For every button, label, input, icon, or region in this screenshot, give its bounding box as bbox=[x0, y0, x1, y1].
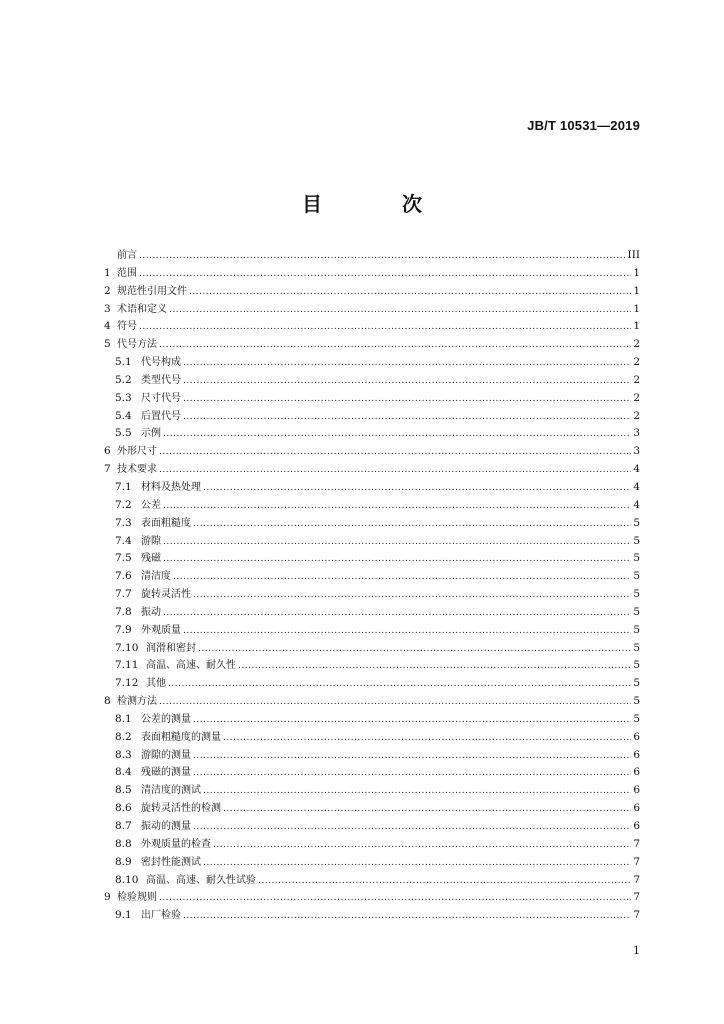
toc-entry-label: 振动的测量 bbox=[141, 821, 191, 832]
toc-entry-number: 5.3 bbox=[115, 391, 132, 404]
toc-dot-leader bbox=[258, 873, 631, 891]
toc-dot-leader bbox=[159, 444, 631, 462]
toc-dot-leader bbox=[189, 284, 631, 302]
toc-entry-page: 2 bbox=[633, 373, 640, 386]
toc-entry-number: 8.10 bbox=[115, 873, 139, 886]
toc-title: 目 次 bbox=[302, 192, 452, 216]
toc-entry-number: 8 bbox=[104, 695, 111, 708]
toc-dot-leader bbox=[238, 658, 631, 676]
toc-dot-leader bbox=[139, 248, 626, 266]
toc-entry-number: 8.2 bbox=[115, 730, 132, 743]
toc-entry-label: 类型代号 bbox=[141, 374, 181, 386]
toc-dot-leader bbox=[163, 551, 631, 569]
toc-entry-page: 7 bbox=[633, 891, 640, 904]
toc-entry-number: 7.11 bbox=[115, 659, 139, 672]
toc-entry[interactable] bbox=[104, 479, 640, 497]
toc-entry[interactable] bbox=[104, 675, 640, 693]
toc-entry[interactable] bbox=[104, 836, 640, 854]
toc-entry-label: 公差 bbox=[141, 499, 161, 511]
toc-entry-page: 6 bbox=[633, 730, 640, 743]
toc-dot-leader bbox=[163, 605, 631, 623]
toc-entry-number: 8.9 bbox=[115, 855, 132, 868]
toc-entry-page: 7 bbox=[633, 837, 640, 850]
toc-entry-number: 3 bbox=[104, 302, 111, 315]
toc-entry[interactable] bbox=[104, 301, 640, 319]
toc-entry[interactable] bbox=[104, 711, 640, 729]
toc-entry-label: 表面粗糙度 bbox=[141, 517, 191, 529]
toc-dot-leader bbox=[173, 569, 631, 587]
toc-entry-page: 6 bbox=[633, 802, 640, 815]
toc-entry-label: 表面粗糙度的测量 bbox=[141, 731, 221, 743]
toc-entry-number: 7.1 bbox=[115, 480, 132, 493]
toc-dot-leader bbox=[183, 355, 631, 373]
toc-entry[interactable] bbox=[104, 515, 640, 533]
toc-dot-leader bbox=[193, 712, 631, 730]
toc-entry-number: 7.5 bbox=[115, 552, 132, 565]
toc-dot-leader bbox=[193, 587, 631, 605]
toc-entry-label: 技术要求 bbox=[117, 464, 157, 476]
toc-entry-label: 外观质量 bbox=[141, 624, 181, 636]
toc-entry-page: 1 bbox=[633, 320, 640, 333]
toc-entry[interactable] bbox=[104, 247, 640, 265]
toc-entry-label: 旋转灵活性的检测 bbox=[141, 803, 221, 815]
toc-entry-number: 5.2 bbox=[115, 373, 132, 386]
toc-dot-leader bbox=[213, 837, 631, 855]
toc-entry[interactable] bbox=[104, 533, 640, 551]
toc-dot-leader bbox=[163, 498, 631, 516]
toc-entry[interactable] bbox=[104, 318, 640, 336]
toc-entry[interactable] bbox=[104, 818, 640, 836]
toc-entry[interactable] bbox=[104, 854, 640, 872]
toc-entry-page: 7 bbox=[633, 855, 640, 868]
toc-entry-page: 5 bbox=[633, 695, 640, 708]
toc-dot-leader bbox=[159, 337, 631, 355]
toc-entry-page: 2 bbox=[633, 338, 640, 351]
toc-entry-page: 5 bbox=[633, 641, 640, 654]
toc-entry-number: 8.8 bbox=[115, 837, 132, 850]
toc-dot-leader bbox=[163, 534, 631, 552]
toc-entry-label: 残磁的测量 bbox=[141, 767, 191, 779]
toc-entry-page: 5 bbox=[633, 712, 640, 725]
toc-dot-leader bbox=[159, 890, 631, 908]
toc-entry-label: 示例 bbox=[141, 428, 161, 440]
toc-entry-label: 其他 bbox=[146, 678, 166, 690]
toc-entry-page: 4 bbox=[633, 463, 640, 476]
toc-entry-page: III bbox=[627, 249, 640, 261]
toc-dot-leader bbox=[193, 516, 631, 534]
toc-entry-number: 7.7 bbox=[115, 588, 132, 601]
toc-entry-number: 7.2 bbox=[115, 498, 132, 511]
toc-entry[interactable] bbox=[104, 336, 640, 354]
toc-dot-leader bbox=[139, 319, 631, 337]
toc-entry[interactable] bbox=[104, 372, 640, 390]
toc-entry-label: 润滑和密封 bbox=[146, 642, 196, 654]
toc-entry-label: 游隙 bbox=[141, 535, 161, 547]
toc-entry-label: 清洁度的测试 bbox=[141, 785, 201, 797]
toc-entry-number: 7.9 bbox=[115, 623, 132, 636]
toc-entry-label: 清洁度 bbox=[141, 571, 171, 583]
toc-entry-page: 5 bbox=[633, 677, 640, 690]
toc-dot-leader bbox=[193, 765, 631, 783]
toc-dot-leader bbox=[198, 641, 631, 659]
toc-entry-page: 6 bbox=[633, 748, 640, 761]
toc-entry-label: 材料及热处理 bbox=[141, 481, 201, 493]
toc-entry-number: 7.3 bbox=[115, 516, 132, 529]
table-of-contents bbox=[104, 247, 640, 925]
toc-entry[interactable] bbox=[104, 443, 640, 461]
toc-entry-number: 7 bbox=[104, 463, 111, 476]
toc-entry-page: 5 bbox=[633, 570, 640, 583]
toc-dot-leader bbox=[193, 748, 631, 766]
toc-entry-page: 4 bbox=[633, 480, 640, 493]
toc-entry-page: 5 bbox=[633, 552, 640, 565]
toc-entry-label: 范围 bbox=[117, 267, 137, 279]
toc-entry-page: 7 bbox=[633, 909, 640, 922]
toc-entry-page: 3 bbox=[633, 445, 640, 458]
toc-entry-number: 7.12 bbox=[115, 677, 139, 690]
toc-entry[interactable] bbox=[104, 747, 640, 765]
toc-entry-label: 公差的测量 bbox=[141, 713, 191, 725]
toc-entry-number: 7.8 bbox=[115, 605, 132, 618]
toc-dot-leader bbox=[223, 730, 631, 748]
toc-entry-number: 9 bbox=[104, 891, 111, 904]
toc-entry-number: 7.6 bbox=[115, 570, 132, 583]
toc-entry[interactable] bbox=[104, 782, 640, 800]
toc-entry-number: 8.1 bbox=[115, 712, 132, 725]
toc-entry-page: 5 bbox=[633, 659, 640, 672]
toc-entry[interactable] bbox=[104, 283, 640, 301]
toc-dot-leader bbox=[183, 409, 631, 427]
toc-entry[interactable] bbox=[104, 461, 640, 479]
toc-entry-page: 1 bbox=[633, 284, 640, 297]
toc-entry[interactable] bbox=[104, 390, 640, 408]
toc-entry-number: 8.6 bbox=[115, 802, 132, 815]
toc-entry-label: 前言 bbox=[117, 250, 137, 261]
toc-entry[interactable] bbox=[104, 907, 640, 925]
toc-entry[interactable] bbox=[104, 622, 640, 640]
toc-dot-leader bbox=[183, 391, 631, 409]
toc-dot-leader bbox=[183, 908, 631, 926]
toc-dot-leader bbox=[159, 694, 631, 712]
page-number: 1 bbox=[633, 944, 640, 957]
document-code: JB/T 10531—2019 bbox=[527, 118, 640, 133]
toc-entry-page: 5 bbox=[633, 623, 640, 636]
toc-entry-number: 2 bbox=[104, 284, 111, 297]
toc-entry-page: 3 bbox=[633, 427, 640, 440]
toc-entry[interactable] bbox=[104, 497, 640, 515]
toc-entry-page: 6 bbox=[633, 820, 640, 832]
toc-entry-label: 术语和定义 bbox=[117, 303, 167, 315]
toc-entry-number: 9.1 bbox=[115, 909, 132, 922]
toc-dot-leader bbox=[168, 676, 631, 694]
toc-entry-number: 1 bbox=[104, 266, 111, 279]
toc-dot-leader bbox=[163, 426, 631, 444]
toc-entry[interactable] bbox=[104, 550, 640, 568]
toc-entry-label: 高温、高速、耐久性试验 bbox=[146, 874, 256, 886]
toc-dot-leader bbox=[203, 480, 631, 498]
toc-entry[interactable] bbox=[104, 657, 640, 675]
toc-entry-page: 7 bbox=[633, 873, 640, 886]
toc-entry-page: 6 bbox=[633, 784, 640, 797]
toc-entry-page: 5 bbox=[633, 588, 640, 601]
toc-entry-label: 外形尺寸 bbox=[117, 446, 157, 458]
toc-entry[interactable] bbox=[104, 568, 640, 586]
toc-entry-label: 振动 bbox=[141, 606, 161, 618]
toc-entry[interactable] bbox=[104, 265, 640, 283]
toc-entry[interactable] bbox=[104, 693, 640, 711]
toc-entry-page: 5 bbox=[633, 534, 640, 547]
toc-entry[interactable] bbox=[104, 604, 640, 622]
toc-entry[interactable] bbox=[104, 729, 640, 747]
toc-dot-leader bbox=[203, 855, 631, 873]
toc-dot-leader bbox=[183, 623, 631, 641]
toc-entry-page: 2 bbox=[633, 409, 640, 422]
toc-entry-page: 1 bbox=[633, 266, 640, 279]
toc-dot-leader bbox=[169, 302, 631, 320]
toc-entry-label: 高温、高速、耐久性 bbox=[146, 660, 236, 672]
toc-entry-page: 1 bbox=[633, 302, 640, 315]
toc-entry-label: 后置代号 bbox=[141, 410, 181, 422]
toc-entry-page: 6 bbox=[633, 766, 640, 779]
toc-dot-leader bbox=[183, 373, 631, 391]
toc-entry-number: 5.1 bbox=[115, 356, 132, 369]
toc-entry-page: 5 bbox=[633, 516, 640, 529]
toc-entry[interactable] bbox=[104, 889, 640, 907]
toc-entry-page: 5 bbox=[633, 605, 640, 618]
toc-entry-label: 游隙的测量 bbox=[141, 749, 191, 761]
toc-entry-label: 旋转灵活性 bbox=[141, 589, 191, 601]
toc-entry-label: 残磁 bbox=[141, 553, 161, 565]
toc-entry-number: 8.7 bbox=[115, 820, 132, 832]
toc-dot-leader bbox=[159, 462, 631, 480]
toc-entry[interactable] bbox=[104, 354, 640, 372]
toc-entry-label: 规范性引用文件 bbox=[117, 285, 187, 297]
toc-entry-number: 5 bbox=[104, 338, 111, 351]
toc-entry-label: 代号方法 bbox=[117, 339, 157, 351]
toc-entry-number: 5.4 bbox=[115, 409, 132, 422]
toc-entry[interactable] bbox=[104, 425, 640, 443]
toc-entry-page: 2 bbox=[633, 356, 640, 369]
toc-entry-label: 符号 bbox=[117, 321, 137, 333]
toc-entry-number: 4 bbox=[104, 320, 111, 333]
toc-dot-leader bbox=[139, 266, 631, 284]
toc-entry-label: 检验规则 bbox=[117, 892, 157, 904]
toc-dot-leader bbox=[193, 819, 631, 837]
toc-dot-leader bbox=[223, 801, 631, 819]
toc-dot-leader bbox=[203, 783, 631, 801]
toc-entry-label: 代号构成 bbox=[141, 357, 181, 369]
toc-entry[interactable] bbox=[104, 640, 640, 658]
toc-entry-label: 出厂检验 bbox=[141, 910, 181, 922]
toc-entry-number: 7.4 bbox=[115, 534, 132, 547]
toc-entry-page: 2 bbox=[633, 391, 640, 404]
toc-entry-number: 5.5 bbox=[115, 427, 132, 440]
toc-entry-label: 密封性能测试 bbox=[141, 856, 201, 868]
toc-entry-label: 尺寸代号 bbox=[141, 392, 181, 404]
toc-entry-number: 8.4 bbox=[115, 766, 132, 779]
toc-entry-number: 6 bbox=[104, 445, 111, 458]
toc-entry-label: 检测方法 bbox=[117, 696, 157, 708]
toc-entry-label: 外观质量的检查 bbox=[141, 838, 211, 850]
toc-entry[interactable] bbox=[104, 408, 640, 426]
toc-entry-number: 8.3 bbox=[115, 748, 132, 761]
toc-entry[interactable] bbox=[104, 800, 640, 818]
toc-entry[interactable] bbox=[104, 764, 640, 782]
toc-entry[interactable] bbox=[104, 586, 640, 604]
toc-entry-page: 4 bbox=[633, 498, 640, 511]
toc-entry[interactable] bbox=[104, 872, 640, 890]
toc-entry-number: 7.10 bbox=[115, 641, 139, 654]
toc-entry-number: 8.5 bbox=[115, 784, 132, 797]
